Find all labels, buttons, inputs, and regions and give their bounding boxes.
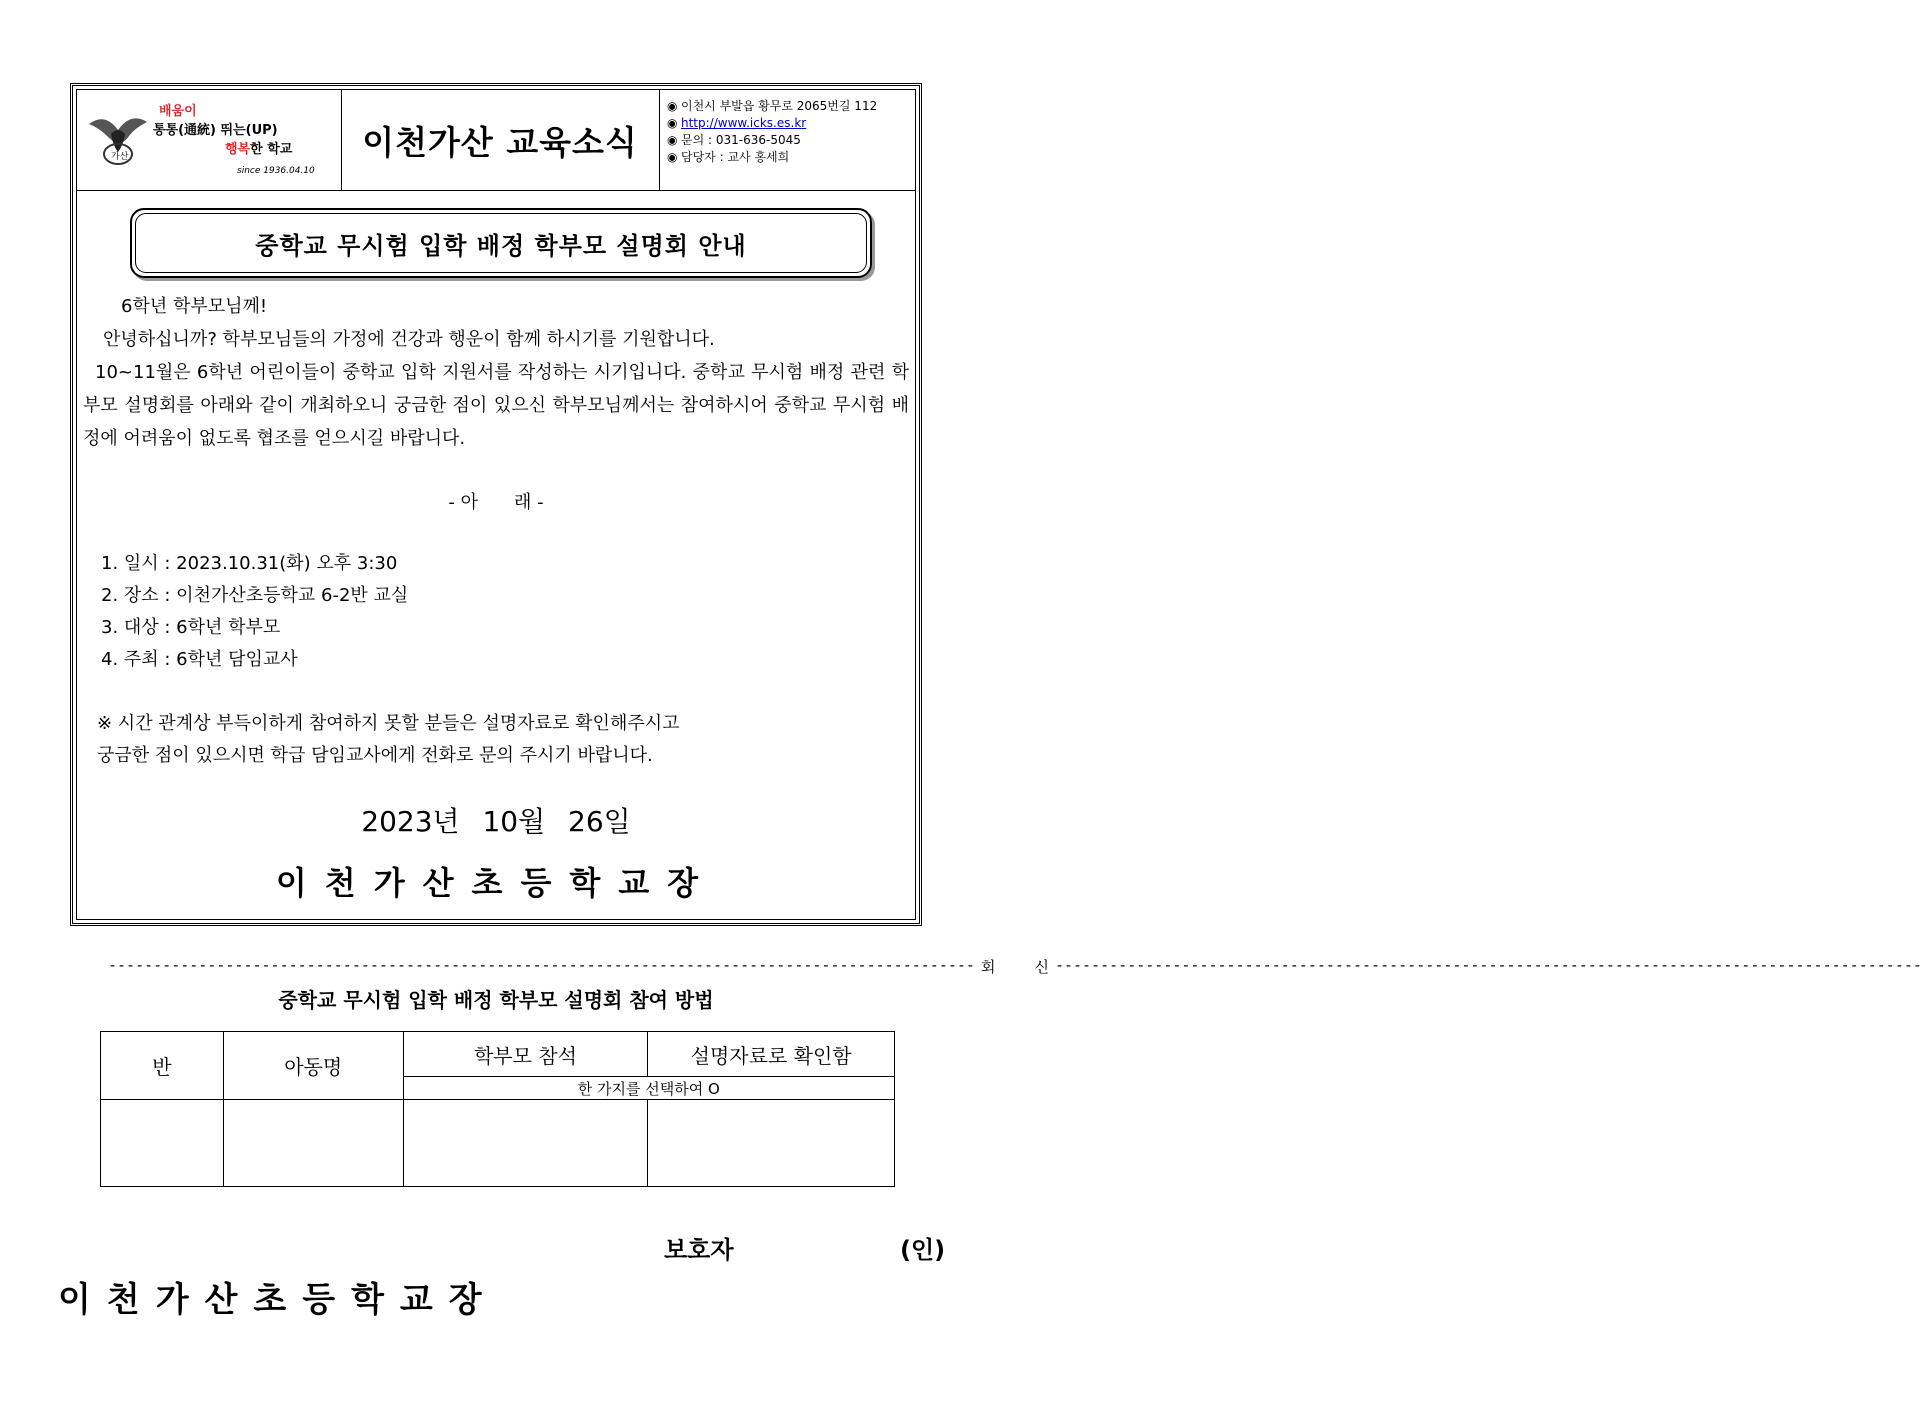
arae-heading: - 아 래 - xyxy=(448,492,544,513)
detail-date: 1. 일시 : 2023.10.31(화) 오후 3:30 xyxy=(101,553,398,574)
title-cell xyxy=(341,90,660,190)
dash-right: ------------------------------------------------------------------------------------------------ xyxy=(1054,956,1922,974)
attend-checkbox-cell[interactable] xyxy=(403,1100,648,1187)
bullet-icon: ◉ xyxy=(667,133,678,147)
header-material: 설명자료로 확인함 xyxy=(648,1032,895,1077)
since-date: since 1936.04.10 xyxy=(237,166,315,176)
header-table xyxy=(77,90,915,191)
staff-line: ◉ 담당자 : 교사 홍세희 xyxy=(667,150,790,164)
newsletter-frame xyxy=(70,83,922,926)
issue-date: 2023년 10월 26일 xyxy=(361,805,631,838)
guardian-seal: (인) xyxy=(900,1236,946,1264)
bullet-icon: ◉ xyxy=(667,116,678,130)
select-instruction: 한 가지를 선택하여 O xyxy=(403,1077,894,1100)
logo-cell xyxy=(77,90,342,190)
slogan-line2: 통통(通統) 뛰는(UP) xyxy=(153,123,278,138)
slogan-school: 한 학교 xyxy=(250,142,293,157)
note-line2: 궁금한 점이 있으시면 학급 담임교사에게 전화로 문의 주시기 바랍니다. xyxy=(97,745,653,766)
info-cell xyxy=(659,90,915,190)
website-link[interactable]: http://www.icks.es.kr xyxy=(681,116,807,130)
guardian-label: 보호자 xyxy=(664,1236,734,1264)
greeting-line: 안녕하십니까? 학부모님들의 가정에 건강과 행운이 함께 하시기를 기원합니다. xyxy=(103,329,715,350)
address-line: ◉ 이천시 부발읍 황무로 2065번길 112 xyxy=(667,99,878,113)
dash-left: ------------------------------------------------------------------------------------------------ xyxy=(108,956,975,974)
body-paragraph: 10~11월은 6학년 어린이들이 중학교 입학 지원서를 작성하는 시기입니다. 중학교 무시험 배정 관련 학부모 설명회를 아래와 같이 개최하오니 궁금한 점이 있으신 학부모님께서는 참여하시어 중학교 무시험 배정에 어려움이 없도록 협조를 얻으시길 바랍니다. xyxy=(83,362,909,449)
reply-title: 중학교 무시험 입학 배정 학부모 설명회 참여 방법 xyxy=(278,988,714,1012)
detail-place: 2. 장소 : 이천가산초등학교 6-2반 교실 xyxy=(101,585,409,606)
principal-signature: 이천가산초등학교장 xyxy=(275,864,717,902)
event-details xyxy=(101,548,408,676)
note-line1: ※ 시간 관계상 부득이하게 참여하지 못할 분들은 설명자료로 확인해주시고 xyxy=(97,713,680,734)
reply-form-table xyxy=(100,1031,895,1187)
material-checkbox-cell[interactable] xyxy=(648,1100,895,1187)
school-emblem-icon xyxy=(85,106,151,170)
detail-target: 3. 대상 : 6학년 학부모 xyxy=(101,617,281,638)
child-name-input[interactable] xyxy=(223,1100,403,1187)
contact-line: ◉ 문의 : 031-636-5045 xyxy=(667,133,801,147)
website-line xyxy=(667,115,915,132)
class-input[interactable] xyxy=(101,1100,224,1187)
notice-title: 중학교 무시험 입학 배정 학부모 설명회 안내 xyxy=(255,231,747,260)
svg-text:가산: 가산 xyxy=(111,152,129,162)
header-child-name: 아동명 xyxy=(223,1032,403,1100)
slogan-line1: 배움이 xyxy=(159,104,197,119)
header-attend: 학부모 참석 xyxy=(403,1032,648,1077)
bullet-icon: ◉ xyxy=(667,150,678,164)
slogan-happy: 행복 xyxy=(225,142,251,157)
cut-line xyxy=(108,956,1922,977)
note xyxy=(97,708,680,772)
notice-title-box xyxy=(130,208,872,278)
newsletter-inner xyxy=(76,89,916,920)
greeting: 6학년 학부모님께! xyxy=(121,296,268,317)
school-slogan xyxy=(153,102,292,159)
cut-label: 회 신 xyxy=(980,958,1049,976)
header-class: 반 xyxy=(101,1032,224,1100)
newsletter-title: 이천가산 교육소식 xyxy=(362,122,638,162)
principal-bottom: 이천가산초등학교장 xyxy=(58,1280,498,1320)
detail-host: 4. 주최 : 6학년 담임교사 xyxy=(101,649,298,670)
bullet-icon: ◉ xyxy=(667,99,678,113)
